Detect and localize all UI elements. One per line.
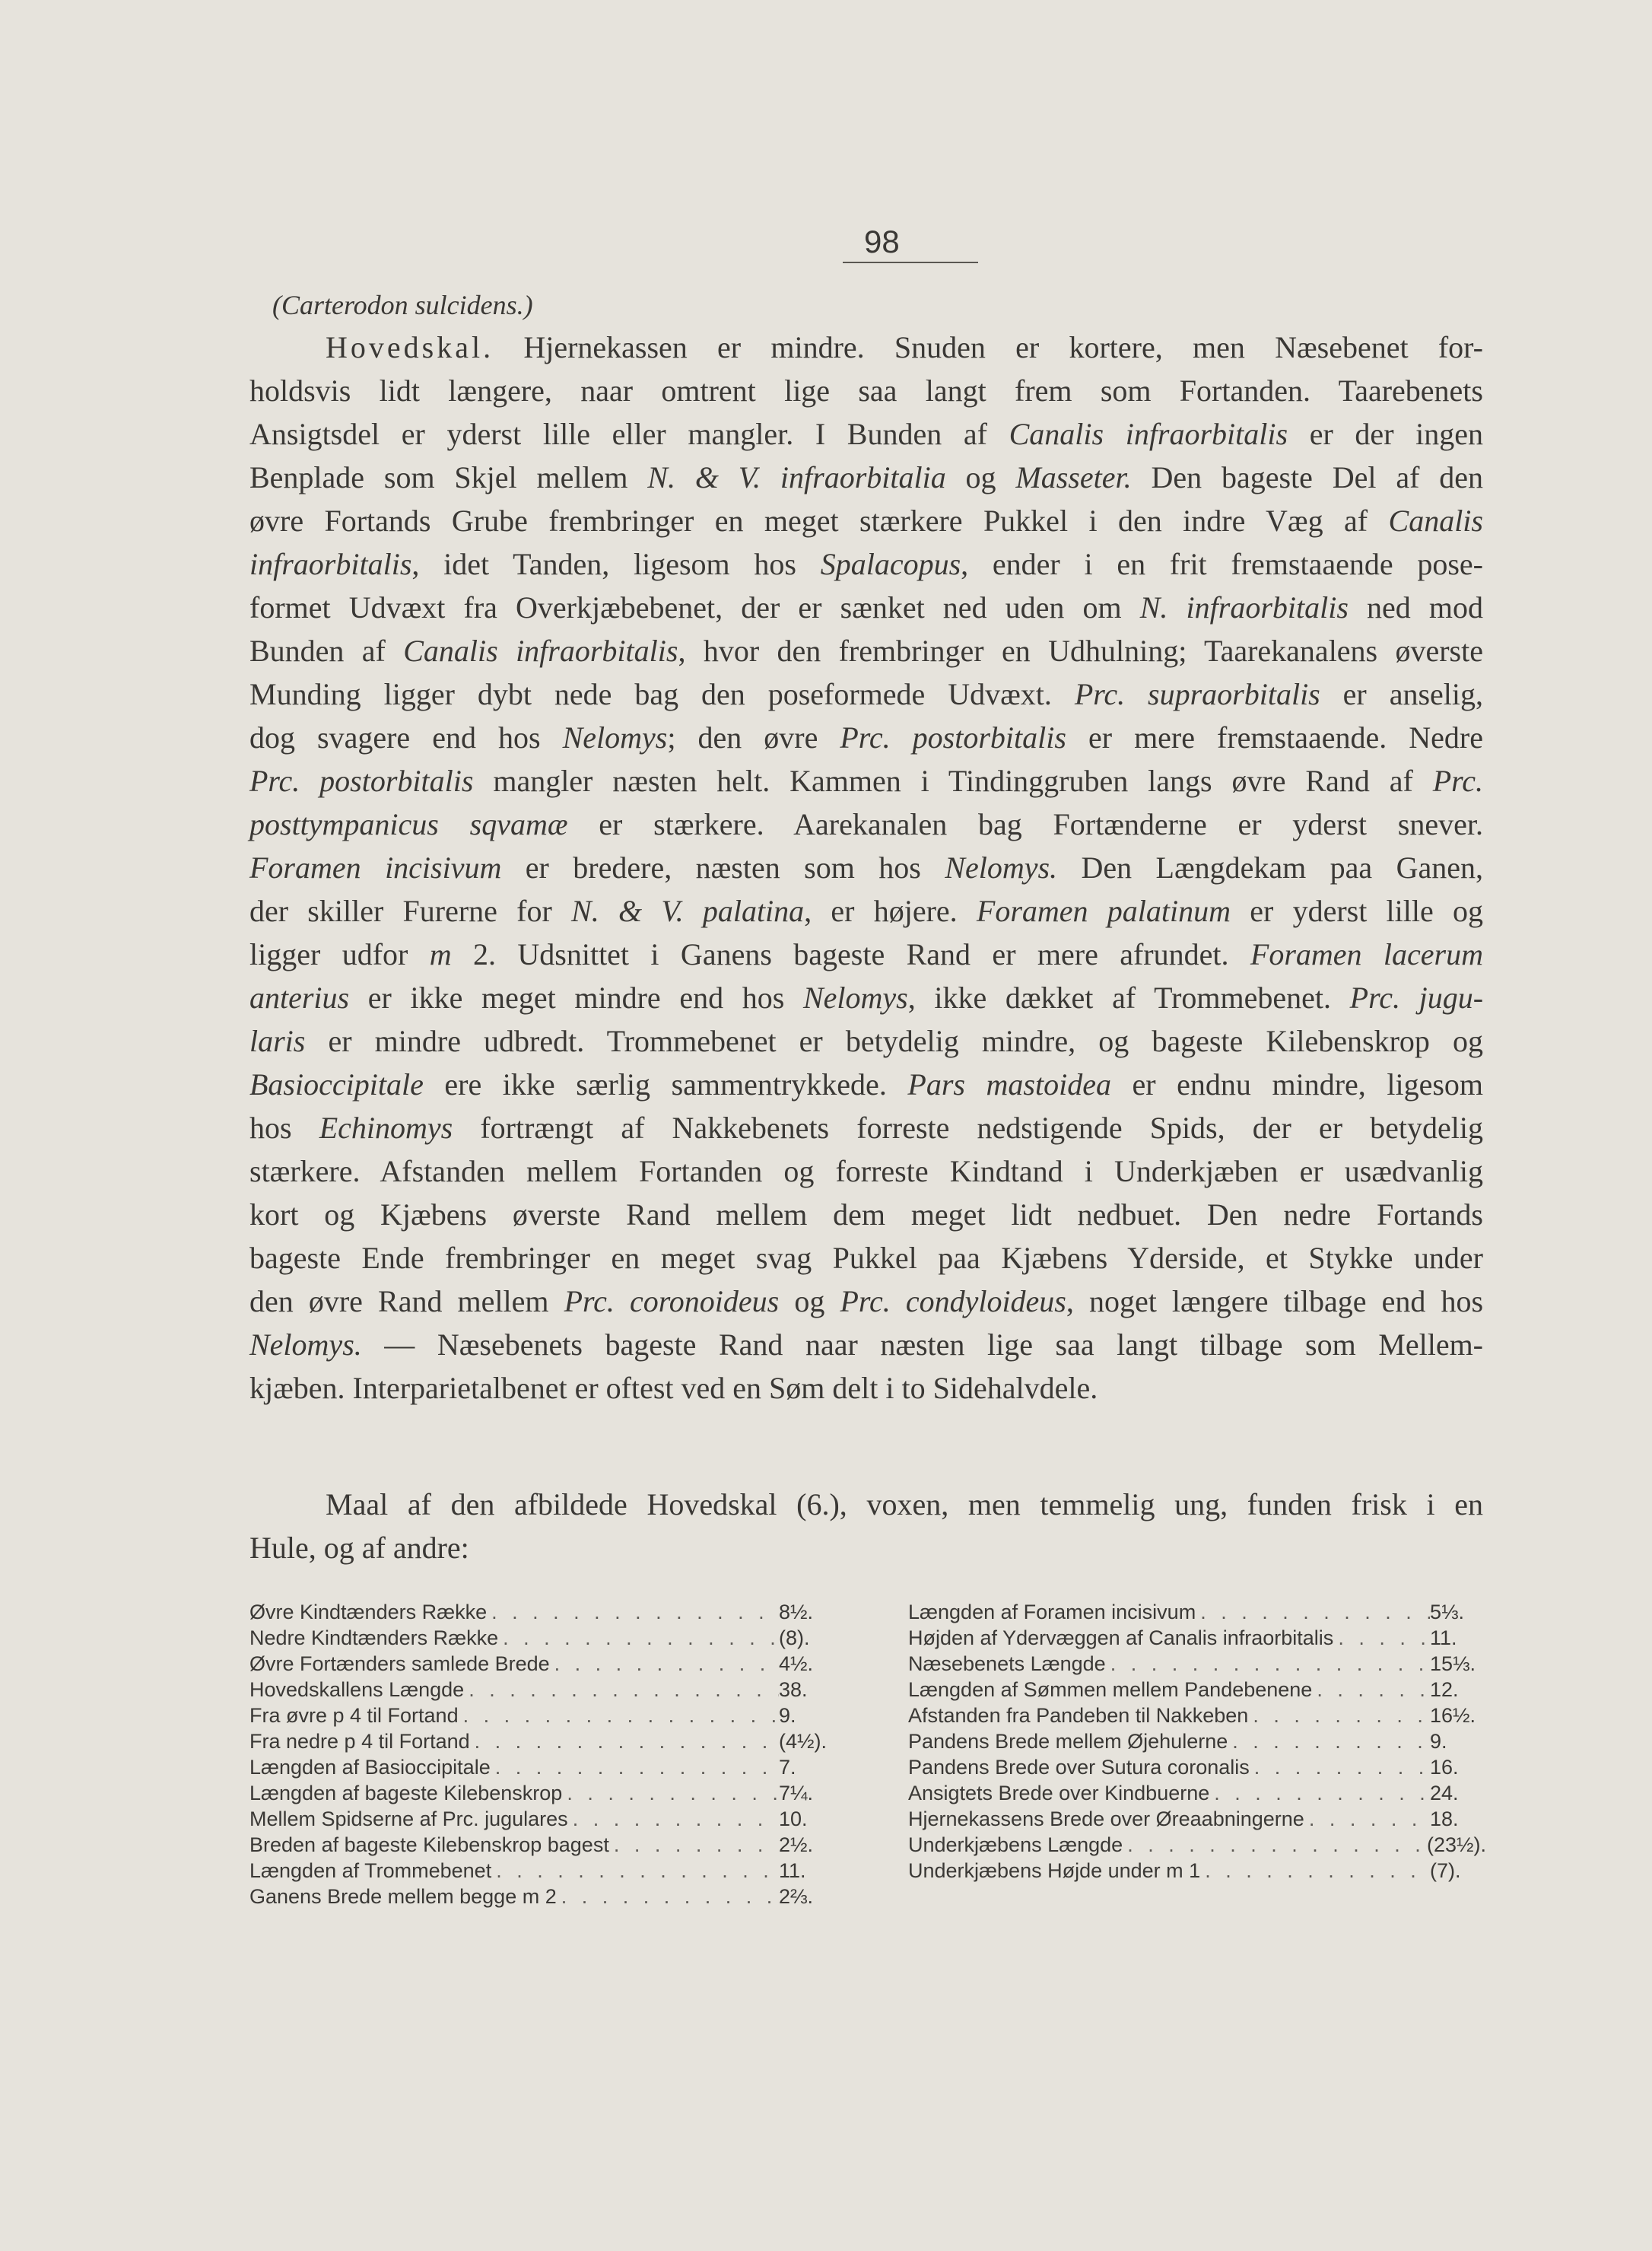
measurement-row: [249, 1730, 835, 1756]
text-line: [249, 1366, 1483, 1410]
leader-dots: [491, 1756, 779, 1779]
leader-dots: [1248, 1704, 1430, 1728]
text-run: Bunden af: [249, 634, 404, 668]
text-run: 2. Udsnittet i Ganens bageste Rand er mere afrundet.: [451, 937, 1250, 971]
text-run: , idet Tanden, ligesom hos: [411, 547, 821, 581]
measurement-row: [908, 1756, 1486, 1782]
leader-dots: [609, 1833, 779, 1857]
leader-dots: [562, 1782, 779, 1805]
text-run: Munding ligger dybt nede bag den poseformede Udvæxt.: [249, 677, 1075, 711]
text-run: , er højere.: [804, 894, 977, 928]
measurement-value: 4½.: [779, 1652, 814, 1675]
text-line: [249, 1019, 1483, 1063]
text-run: formet Udvæxt fra Overkjæbebenet, der er sænket ned uden om: [249, 590, 1140, 625]
measurement-row: [908, 1704, 1486, 1730]
text-run: er der ingen: [1288, 417, 1484, 451]
text-run: holdsvis lidt længere, naar omtrent lige saa langt frem som Fortanden. Taarebenets: [249, 374, 1483, 408]
text-line: [249, 1149, 1483, 1193]
italic-term: Foramen lacerum: [1250, 937, 1483, 971]
leader-dots: [498, 1626, 779, 1650]
italic-term: Nelomys.: [249, 1327, 362, 1362]
measurement-value: 16.: [1430, 1756, 1459, 1779]
italic-term: N. & V. palatina: [571, 894, 805, 928]
measurement-label: Fra øvre p 4 til Fortand: [249, 1704, 459, 1727]
text-run: stærkere. Afstanden mellem Fortanden og forreste Kindtand i Underkjæben er usædvanlig: [249, 1154, 1483, 1188]
measurement-value: (8).: [779, 1626, 810, 1649]
measurement-value: 7¼.: [779, 1782, 814, 1804]
measurement-label: Pandens Brede mellem Øjehulerne: [908, 1730, 1228, 1753]
measurement-row: [908, 1601, 1486, 1626]
measurement-row: [249, 1782, 835, 1807]
measurement-row: [908, 1782, 1486, 1807]
text-line: [249, 629, 1483, 672]
text-line: [249, 1280, 1483, 1323]
text-run: Hjernekassen er mindre. Snuden er kortere, men Næsebenet for-: [494, 330, 1483, 364]
text-run: — Næsebenets bageste Rand naar næsten lige saa langt tilbage som Mellem-: [361, 1327, 1483, 1362]
measurement-label: Øvre Fortænders samlede Brede: [249, 1652, 550, 1675]
measurement-label: Mellem Spidserne af Prc. jugulares: [249, 1807, 568, 1830]
measurement-value: 8½.: [779, 1601, 814, 1623]
leader-dots: [1209, 1782, 1430, 1805]
measurement-label: Ansigtets Brede over Kindbuerne: [908, 1782, 1210, 1804]
page-number: 98: [843, 224, 978, 263]
species-heading: (Carterodon sulcidens.): [272, 290, 533, 320]
measurement-label: Breden af bageste Kilebenskrop bagest: [249, 1833, 609, 1856]
measurement-row: [908, 1730, 1486, 1756]
measurement-label: Længden af Foramen incisivum: [908, 1601, 1196, 1623]
italic-term: N. infraorbitalis: [1139, 590, 1349, 625]
italic-term: Basioccipitale: [249, 1067, 424, 1102]
measurement-label: Længden af Basioccipitale: [249, 1756, 491, 1779]
measurement-label: Ganens Brede mellem begge m 2: [249, 1885, 557, 1908]
text-line: [249, 759, 1483, 803]
text-run: og: [945, 460, 1016, 494]
italic-term: Canalis: [1388, 504, 1483, 538]
measurement-label: Fra nedre p 4 til Fortand: [249, 1730, 470, 1753]
text-run: er yderst lille og: [1231, 894, 1483, 928]
text-line: [249, 1323, 1483, 1366]
measurement-row: [908, 1859, 1486, 1885]
measurement-label: Længden af Sømmen mellem Pandebenene: [908, 1678, 1313, 1701]
text-run: er endnu mindre, ligesom: [1110, 1067, 1484, 1102]
measurement-value: 11.: [779, 1859, 806, 1882]
text-run: er stærkere. Aarekanalen bag Fortænderne er yderst snever.: [567, 807, 1483, 841]
measurement-row: [249, 1652, 835, 1678]
measurement-row: [249, 1678, 835, 1704]
italic-term: Prc. coronoideus: [564, 1284, 780, 1318]
text-run: kjæben. Interparietalbenet er oftest ved en Søm delt i to Sidehalvdele.: [249, 1371, 1098, 1405]
text-line: [249, 586, 1483, 629]
italic-term: anterius: [249, 981, 350, 1015]
measurements-left-column: [249, 1601, 835, 1911]
measurement-row: [249, 1626, 835, 1652]
italic-term: Prc. supraorbitalis: [1074, 677, 1320, 711]
text-run: ned mod: [1348, 590, 1483, 625]
text-line: [249, 326, 1483, 369]
italic-term: Echinomys: [319, 1111, 453, 1145]
text-run: , hvor den frembringer en Udhulning; Taarekanalens øverste: [678, 634, 1483, 668]
text-run: den øvre Rand mellem: [249, 1284, 564, 1318]
italic-term: Spalacopus: [820, 547, 961, 581]
text-run: Hovedskal.: [326, 330, 494, 364]
text-line: [249, 456, 1483, 499]
leader-dots: [1196, 1601, 1430, 1624]
text-run: ligger udfor: [249, 937, 430, 971]
measurement-row: [249, 1601, 835, 1626]
text-run: er bredere, næsten som hos: [501, 850, 945, 885]
measurement-value: 15⅓.: [1430, 1652, 1476, 1675]
text-line: [249, 889, 1483, 933]
italic-term: Nelomys: [562, 720, 668, 755]
measurement-value: 12.: [1430, 1678, 1459, 1701]
text-line: [249, 1063, 1483, 1106]
leader-dots: [487, 1601, 779, 1624]
measurement-value: (23½).: [1426, 1833, 1486, 1856]
text-run: fortrængt af Nakkebenets forreste nedstigende Spids, der er betydelig: [453, 1111, 1483, 1145]
measurement-value: 11.: [1430, 1626, 1457, 1649]
text-line: [249, 803, 1483, 846]
text-run: er mindre udbredt. Trommebenet er betydelig mindre, og bageste Kilebenskrop og: [305, 1024, 1483, 1058]
italic-term: Prc. condyloideus: [840, 1284, 1066, 1318]
text-run: og: [779, 1284, 840, 1318]
measurement-value: 9.: [779, 1704, 796, 1727]
leader-dots: [1312, 1678, 1430, 1702]
measurement-label: Højden af Ydervæggen af Canalis infraorbitalis: [908, 1626, 1334, 1649]
measurement-label: Underkjæbens Højde under m 1: [908, 1859, 1201, 1882]
leader-dots: [459, 1704, 779, 1728]
text-run: ere ikke særlig sammentrykkede.: [423, 1067, 908, 1102]
measurement-row: [249, 1885, 835, 1911]
measurement-row: [249, 1833, 835, 1859]
measurement-label: Hjernekassens Brede over Øreaabningerne: [908, 1807, 1304, 1830]
measurement-value: 10.: [779, 1807, 808, 1830]
italic-term: infraorbitalis: [249, 547, 412, 581]
leader-dots: [568, 1807, 779, 1831]
leader-dots: [1333, 1626, 1430, 1650]
text-line: [249, 716, 1483, 759]
measurement-value: 2⅔.: [779, 1885, 814, 1908]
text-run: hos: [249, 1111, 319, 1145]
italic-term: Nelomys.: [945, 850, 1058, 885]
intro-line: Maal af den afbildede Hovedskal (6.), voxen, men temmelig ung, funden frisk i en: [326, 1487, 1483, 1521]
text-run: Den bageste Del af den: [1131, 460, 1484, 494]
measurement-value: 9.: [1430, 1730, 1447, 1753]
intro-line: Hule, og af andre:: [249, 1531, 469, 1565]
text-run: der skiller Furerne for: [249, 894, 572, 928]
text-run: mangler næsten helt. Kammen i Tindinggruben langs øvre Rand af: [473, 764, 1433, 798]
measurement-value: (7).: [1430, 1859, 1461, 1882]
text-run: kort og Kjæbens øverste Rand mellem dem meget lidt nedbuet. Den nedre Fortands: [249, 1197, 1483, 1232]
measurement-label: Længden af bageste Kilebenskrop: [249, 1782, 563, 1804]
text-line: [249, 1193, 1483, 1236]
text-run: bageste Ende frembringer en meget svag Pukkel paa Kjæbens Yderside, et Stykke under: [249, 1241, 1483, 1275]
italic-term: Canalis infraorbitalis: [403, 634, 678, 668]
text-run: , ikke dækket af Trommebenet.: [907, 981, 1350, 1015]
text-run: Den Længdekam paa Ganen,: [1057, 850, 1484, 885]
measurement-label: Næsebenets Længde: [908, 1652, 1106, 1675]
italic-term: N. & V. infraorbitalia: [647, 460, 946, 494]
text-run: Benplade som Skjel mellem: [249, 460, 648, 494]
leader-dots: [557, 1885, 779, 1909]
measurement-row: [908, 1678, 1486, 1704]
leader-dots: [550, 1652, 779, 1676]
measurement-label: Pandens Brede over Sutura coronalis: [908, 1756, 1250, 1779]
measurement-row: [249, 1704, 835, 1730]
italic-term: laris: [249, 1024, 306, 1058]
leader-dots: [1123, 1833, 1427, 1857]
leader-dots: [1250, 1756, 1430, 1779]
italic-term: Masseter.: [1015, 460, 1132, 494]
measurement-value: (4½).: [779, 1730, 828, 1753]
measurement-row: [249, 1859, 835, 1885]
measurement-row: [908, 1807, 1486, 1833]
measurement-value: 5⅓.: [1430, 1601, 1465, 1623]
measurements-intro: [249, 1483, 1483, 1570]
italic-term: posttympanicus sqvamæ: [249, 807, 568, 841]
text-line: [249, 672, 1483, 716]
italic-term: Nelomys: [802, 981, 908, 1015]
measurement-row: [908, 1833, 1486, 1859]
text-line: [249, 976, 1483, 1019]
measurement-label: Længden af Trommebenet: [249, 1859, 492, 1882]
measurement-label: Øvre Kindtænders Række: [249, 1601, 488, 1623]
text-run: , ender i en frit fremstaaende pose-: [961, 547, 1483, 581]
text-run: øvre Fortands Grube frembringer en meget stærkere Pukkel i den indre Væg af: [249, 504, 1389, 538]
text-run: er mere fremstaaende. Nedre: [1066, 720, 1483, 755]
measurement-row: [249, 1807, 835, 1833]
body-paragraph: [249, 326, 1483, 1410]
text-line: [249, 933, 1483, 976]
italic-term: m: [429, 937, 452, 971]
text-line: [249, 846, 1483, 889]
text-run: er anselig,: [1320, 677, 1483, 711]
leader-dots: [491, 1859, 779, 1883]
text-run: dog svagere end hos: [249, 720, 563, 755]
leader-dots: [470, 1730, 779, 1753]
measurement-row: [908, 1626, 1486, 1652]
text-line: [249, 412, 1483, 456]
italic-term: Foramen palatinum: [976, 894, 1231, 928]
leader-dots: [1228, 1730, 1430, 1753]
measurement-row: [908, 1652, 1486, 1678]
italic-term: Foramen incisivum: [249, 850, 502, 885]
italic-term: Canalis infraorbitalis: [1009, 417, 1288, 451]
text-line: [249, 369, 1483, 412]
text-line: [249, 499, 1483, 542]
italic-term: Prc. postorbitalis: [840, 720, 1066, 755]
text-line: [249, 1236, 1483, 1280]
measurement-value: 18.: [1430, 1807, 1459, 1830]
measurement-label: Hovedskallens Længde: [249, 1678, 465, 1701]
leader-dots: [1106, 1652, 1430, 1676]
measurement-row: [249, 1756, 835, 1782]
leader-dots: [464, 1678, 779, 1702]
leader-dots: [1304, 1807, 1430, 1831]
text-run: Ansigtsdel er yderst lille eller mangler. I Bunden af: [249, 417, 1009, 451]
measurement-value: 2½.: [779, 1833, 814, 1856]
italic-term: Prc. jugu-: [1349, 981, 1484, 1015]
text-line: [249, 542, 1483, 586]
measurement-value: 16½.: [1430, 1704, 1476, 1727]
measurement-value: 24.: [1430, 1782, 1459, 1804]
measurement-value: 7.: [779, 1756, 796, 1779]
text-run: , noget længere tilbage end hos: [1066, 1284, 1484, 1318]
measurement-label: Afstanden fra Pandeben til Nakkeben: [908, 1704, 1249, 1727]
measurements-right-column: [908, 1601, 1486, 1885]
measurement-label: Underkjæbens Længde: [908, 1833, 1123, 1856]
leader-dots: [1200, 1859, 1430, 1883]
italic-term: Prc.: [1432, 764, 1483, 798]
measurement-label: Nedre Kindtænders Række: [249, 1626, 499, 1649]
measurement-value: 38.: [779, 1678, 808, 1701]
text-line: [249, 1106, 1483, 1149]
italic-term: Pars mastoidea: [907, 1067, 1111, 1102]
text-run: ; den øvre: [667, 720, 840, 755]
text-run: er ikke meget mindre end hos: [349, 981, 803, 1015]
italic-term: Prc. postorbitalis: [249, 764, 474, 798]
